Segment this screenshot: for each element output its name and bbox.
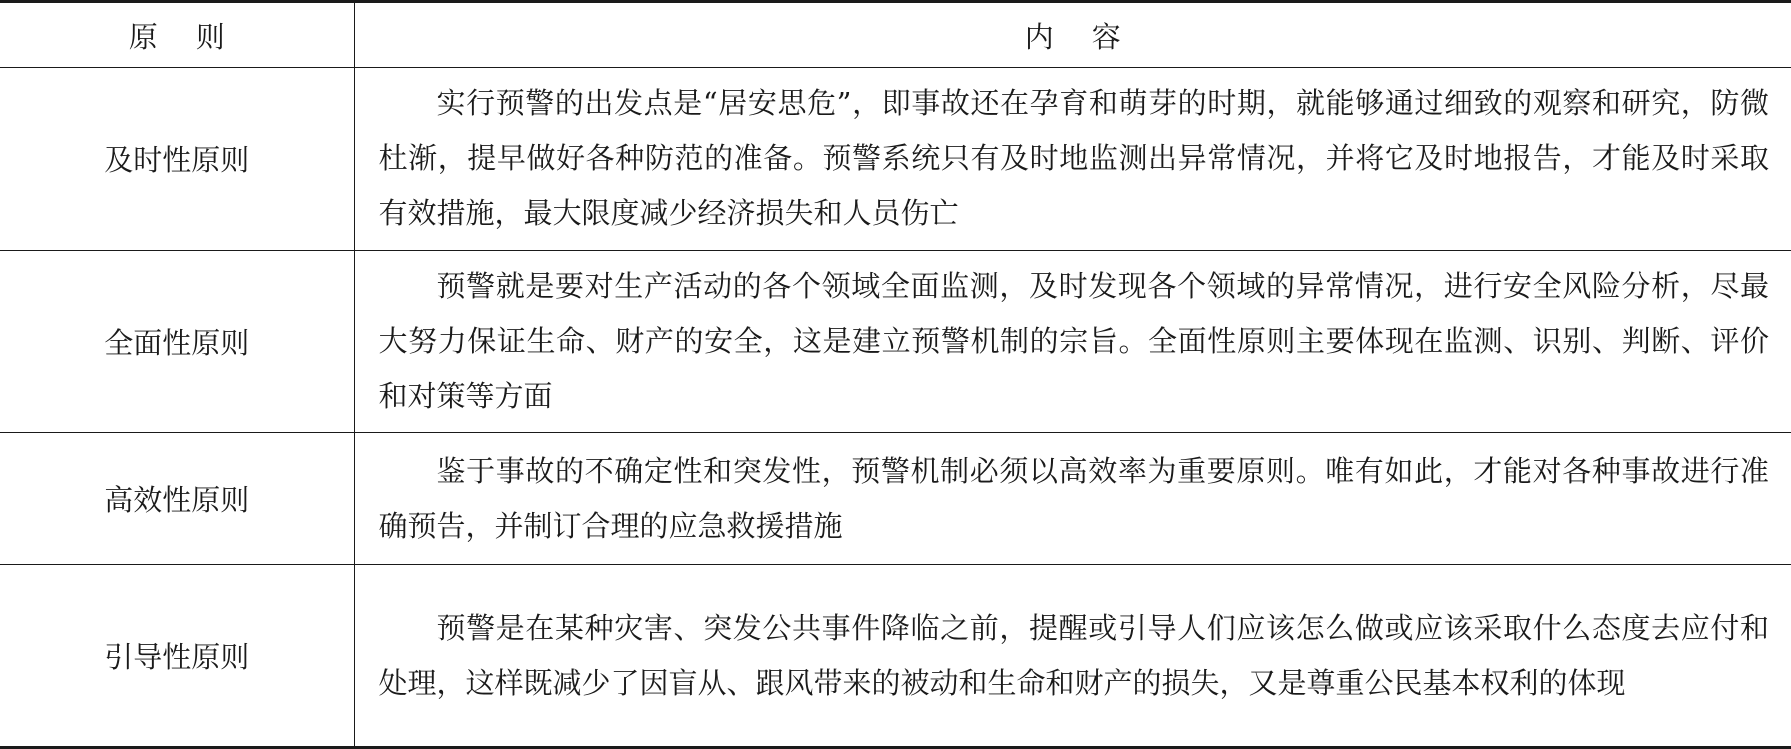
principle-name: 及时性原则: [0, 68, 354, 251]
header-row: [0, 2, 1791, 68]
table-row: [0, 68, 1791, 251]
principle-content: 鉴于事故的不确定性和突发性，预警机制必须以高效率为重要原则。唯有如此，才能对各种事故进行准确预告，并制订合理的应急救援措施: [354, 433, 1791, 565]
principle-name: 引导性原则: [0, 565, 354, 748]
principle-content: 预警就是要对生产活动的各个领域全面监测，及时发现各个领域的异常情况，进行安全风险分析，尽最大努力保证生命、财产的安全，这是建立预警机制的宗旨。全面性原则主要体现在监测、识别、判断、评价和对策等方面: [354, 250, 1791, 433]
principle-content: 预警是在某种灾害、突发公共事件降临之前，提醒或引导人们应该怎么做或应该采取什么态度去应付和处理，这样既减少了因盲从、跟风带来的被动和生命和财产的损失，又是尊重公民基本权利的体现: [354, 565, 1791, 748]
table-body: [0, 68, 1791, 748]
table-row: [0, 565, 1791, 748]
table-row: [0, 250, 1791, 433]
principle-name: 全面性原则: [0, 250, 354, 433]
table-header: [0, 2, 1791, 68]
header-principle: 原则: [0, 2, 354, 68]
principle-content: 实行预警的出发点是“居安思危”，即事故还在孕育和萌芽的时期，就能够通过细致的观察和研究，防微杜渐，提早做好各种防范的准备。预警系统只有及时地监测出异常情况，并将它及时地报告，才能及时采取有效措施，最大限度减少经济损失和人员伤亡: [354, 68, 1791, 251]
principle-name: 高效性原则: [0, 433, 354, 565]
table-row: [0, 433, 1791, 565]
header-content: 内容: [354, 2, 1791, 68]
